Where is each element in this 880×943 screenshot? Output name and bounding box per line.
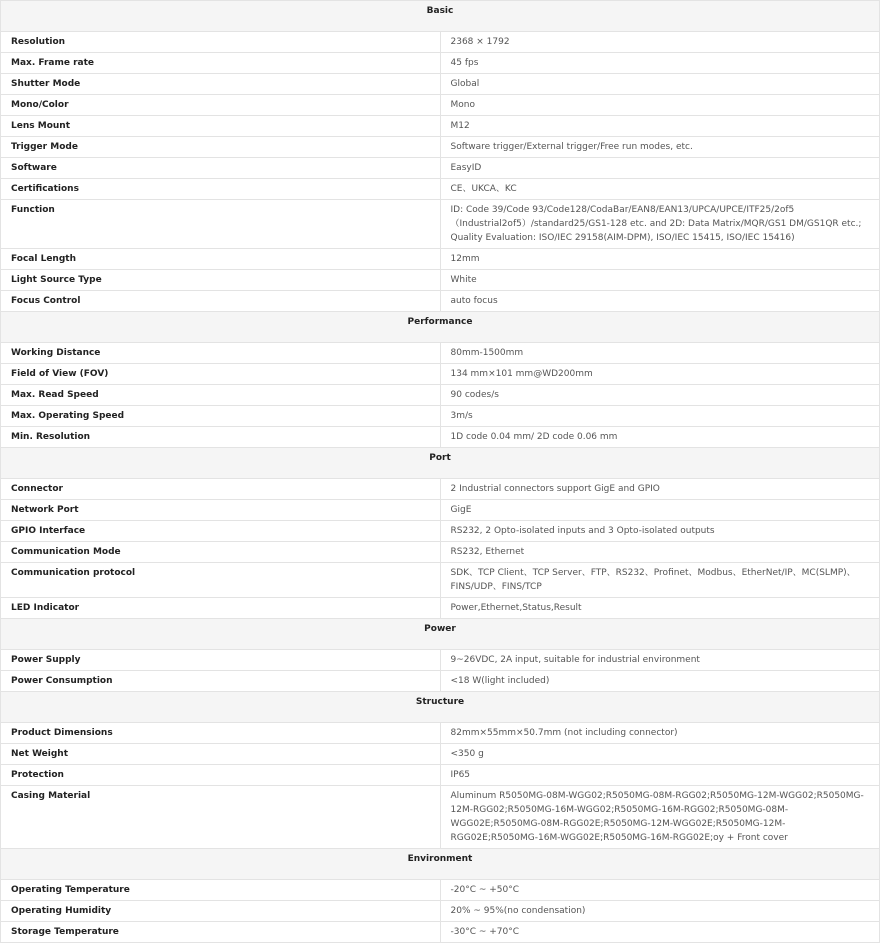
spec-row [1, 563, 880, 598]
spec-value: SDK、TCP Client、TCP Server、FTP、RS232、Profinet、Modbus、EtherNet/IP、MC(SLMP)、FINS/UDP、FINS/TCP [440, 563, 880, 598]
spec-label: Protection [1, 765, 441, 786]
spec-row [1, 249, 880, 270]
spec-label: Trigger Mode [1, 137, 441, 158]
section-title: Structure [1, 692, 880, 723]
spec-value: 20% ~ 95%(no condensation) [440, 901, 880, 922]
spec-row [1, 880, 880, 901]
spec-value: Global [440, 74, 880, 95]
section-title: Power [1, 619, 880, 650]
spec-value: 2368 × 1792 [440, 32, 880, 53]
spec-label: Certifications [1, 179, 441, 200]
spec-label: Light Source Type [1, 270, 441, 291]
spec-label: Power Consumption [1, 671, 441, 692]
spec-label: Lens Mount [1, 116, 441, 137]
spec-value: <18 W(light included) [440, 671, 880, 692]
spec-row [1, 158, 880, 179]
spec-label: Communication protocol [1, 563, 441, 598]
spec-label: Field of View (FOV) [1, 364, 441, 385]
spec-value: RS232, 2 Opto-isolated inputs and 3 Opto-isolated outputs [440, 521, 880, 542]
spec-label: Product Dimensions [1, 723, 441, 744]
section-header-basic [1, 1, 880, 32]
spec-row [1, 74, 880, 95]
spec-value: 3m/s [440, 406, 880, 427]
spec-row [1, 200, 880, 249]
spec-label: Connector [1, 479, 441, 500]
spec-row [1, 723, 880, 744]
spec-label: Shutter Mode [1, 74, 441, 95]
spec-row [1, 343, 880, 364]
spec-row [1, 53, 880, 74]
spec-row [1, 364, 880, 385]
spec-value: 90 codes/s [440, 385, 880, 406]
section-title: Basic [1, 1, 880, 32]
spec-label: Focus Control [1, 291, 441, 312]
spec-value: IP65 [440, 765, 880, 786]
spec-value: 12mm [440, 249, 880, 270]
spec-value: Aluminum R5050MG-08M-WGG02;R5050MG-08M-RGG02;R5050MG-12M-WGG02;R5050MG-12M-RGG02;R5050MG-16M-WGG02;R5050MG-16M-RGG02;R5050MG-08M-WGG02E;R5050MG-08M-RGG02E;R5050MG-12M-WGG02E;R5050MG-12M-RGG02E;R5050MG-16M-WGG02E;R5050MG-16M-RGG02E;oy + Front cover [440, 786, 880, 849]
section-header-environment [1, 849, 880, 880]
spec-row [1, 542, 880, 563]
spec-label: GPIO Interface [1, 521, 441, 542]
spec-row [1, 922, 880, 943]
spec-label: Focal Length [1, 249, 441, 270]
spec-value: GigE [440, 500, 880, 521]
section-title: Environment [1, 849, 880, 880]
spec-row [1, 95, 880, 116]
spec-label: Network Port [1, 500, 441, 521]
spec-value: <350 g [440, 744, 880, 765]
spec-value: EasyID [440, 158, 880, 179]
spec-value: auto focus [440, 291, 880, 312]
spec-value: 134 mm×101 mm@WD200mm [440, 364, 880, 385]
spec-row [1, 786, 880, 849]
spec-label: Max. Operating Speed [1, 406, 441, 427]
spec-value: 80mm-1500mm [440, 343, 880, 364]
spec-label: Min. Resolution [1, 427, 441, 448]
spec-label: Operating Humidity [1, 901, 441, 922]
spec-label: Working Distance [1, 343, 441, 364]
spec-value: 82mm×55mm×50.7mm (not including connector) [440, 723, 880, 744]
spec-row [1, 179, 880, 200]
spec-value: 9~26VDC, 2A input, suitable for industrial environment [440, 650, 880, 671]
section-title: Port [1, 448, 880, 479]
spec-row [1, 291, 880, 312]
spec-row [1, 385, 880, 406]
spec-value: Mono [440, 95, 880, 116]
spec-table-body [1, 1, 880, 943]
spec-row [1, 521, 880, 542]
spec-label: Power Supply [1, 650, 441, 671]
spec-label: LED Indicator [1, 598, 441, 619]
spec-label: Software [1, 158, 441, 179]
spec-value: ID: Code 39/Code 93/Code128/CodaBar/EAN8/EAN13/UPCA/UPCE/ITF25/2of5（Industrial2of5）/standard25/GS1-128 etc. and 2D: Data Matrix/MQR/GS1 DM/GS1QR etc.; Quality Evaluation: ISO/IEC 29158(AIM-DPM), ISO/IEC 15415, ISO/IEC 15416) [440, 200, 880, 249]
spec-value: -20°C ~ +50°C [440, 880, 880, 901]
spec-value: CE、UKCA、KC [440, 179, 880, 200]
spec-value: RS232, Ethernet [440, 542, 880, 563]
spec-label: Communication Mode [1, 542, 441, 563]
spec-row [1, 32, 880, 53]
spec-row [1, 744, 880, 765]
spec-value: M12 [440, 116, 880, 137]
spec-row [1, 270, 880, 291]
spec-row [1, 671, 880, 692]
spec-label: Max. Frame rate [1, 53, 441, 74]
spec-value: -30°C ~ +70°C [440, 922, 880, 943]
section-header-power [1, 619, 880, 650]
spec-row [1, 901, 880, 922]
section-header-structure [1, 692, 880, 723]
spec-label: Function [1, 200, 441, 249]
section-header-port [1, 448, 880, 479]
spec-row [1, 427, 880, 448]
spec-value: White [440, 270, 880, 291]
spec-value: 1D code 0.04 mm/ 2D code 0.06 mm [440, 427, 880, 448]
spec-row [1, 406, 880, 427]
spec-label: Max. Read Speed [1, 385, 441, 406]
spec-row [1, 598, 880, 619]
spec-label: Mono/Color [1, 95, 441, 116]
spec-row [1, 479, 880, 500]
spec-value: 2 Industrial connectors support GigE and GPIO [440, 479, 880, 500]
spec-row [1, 116, 880, 137]
spec-row [1, 500, 880, 521]
spec-value: Power,Ethernet,Status,Result [440, 598, 880, 619]
spec-label: Net Weight [1, 744, 441, 765]
spec-value: 45 fps [440, 53, 880, 74]
section-title: Performance [1, 312, 880, 343]
spec-row [1, 765, 880, 786]
spec-label: Storage Temperature [1, 922, 441, 943]
spec-row [1, 650, 880, 671]
spec-label: Operating Temperature [1, 880, 441, 901]
spec-label: Resolution [1, 32, 441, 53]
spec-label: Casing Material [1, 786, 441, 849]
section-header-performance [1, 312, 880, 343]
spec-value: Software trigger/External trigger/Free run modes, etc. [440, 137, 880, 158]
spec-row [1, 137, 880, 158]
